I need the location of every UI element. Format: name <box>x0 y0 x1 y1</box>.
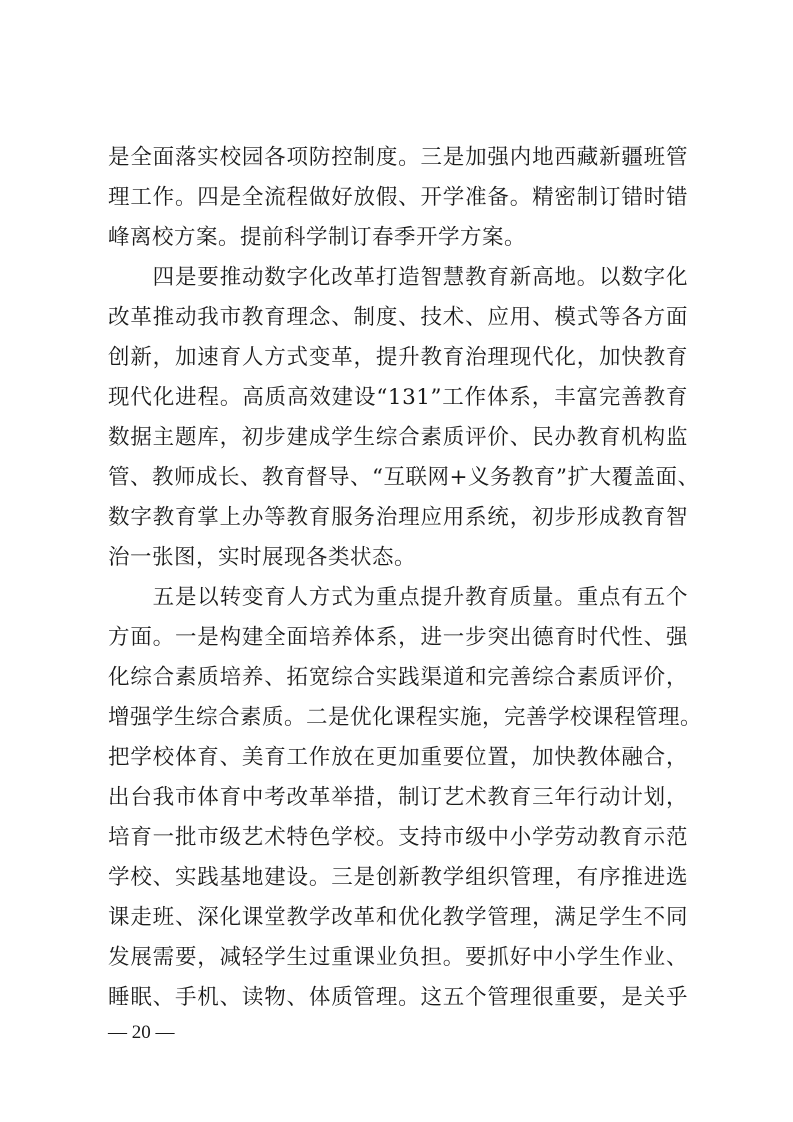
text-line: 培育一批市级艺术特色学校。支持市级中小学劳动教育示范 <box>108 825 688 850</box>
text-line: 学校、实践基地建设。三是创新教学组织管理，有序推进选 <box>108 865 688 890</box>
text-line: 治一张图，实时展现各类状态。 <box>108 545 417 570</box>
text-line: 把学校体育、美育工作放在更加重要位置，加快教体融合， <box>108 745 688 770</box>
text-line: 管、教师成长、教育督导、“互联网+义务教育”扩大覆盖面、 <box>108 465 700 490</box>
text-line: 课走班、深化课堂教学改革和优化教学管理，满足学生不同 <box>108 905 688 930</box>
text-line: 方面。一是构建全面培养体系，进一步突出德育时代性、强 <box>108 625 688 650</box>
text-line: 五是以转变育人方式为重点提升教育质量。重点有五个 <box>108 585 688 610</box>
text-line: 峰离校方案。提前科学制订春季开学方案。 <box>108 225 527 250</box>
text-line: 睡眠、手机、读物、体质管理。这五个管理很重要，是关乎 <box>108 985 688 1010</box>
text-line: 化综合素质培养、拓宽综合实践渠道和完善综合素质评价， <box>108 665 688 690</box>
text-line: 数字教育掌上办等教育服务治理应用系统，初步形成教育智 <box>108 505 688 530</box>
text-line: 创新，加速育人方式变革，提升教育治理现代化，加快教育 <box>108 345 688 370</box>
text-line: 发展需要，减轻学生过重课业负担。要抓好中小学生作业、 <box>108 945 688 970</box>
text-line: 是全面落实校园各项防控制度。三是加强内地西藏新疆班管 <box>108 145 688 170</box>
text-line: 四是要推动数字化改革打造智慧教育新高地。以数字化 <box>108 265 688 290</box>
page-number: — 20 — <box>108 1022 175 1043</box>
text-line: 数据主题库，初步建成学生综合素质评价、民办教育机构监 <box>108 425 688 450</box>
text-line: 理工作。四是全流程做好放假、开学准备。精密制订错时错 <box>108 185 688 210</box>
text-line: 现代化进程。高质高效建设“131”工作体系，丰富完善教育 <box>108 385 688 410</box>
text-line: 增强学生综合素质。二是优化课程实施，完善学校课程管理。 <box>108 705 703 730</box>
text-line: 改革推动我市教育理念、制度、技术、应用、模式等各方面 <box>108 305 688 330</box>
text-line: 出台我市体育中考改革举措，制订艺术教育三年行动计划， <box>108 785 688 810</box>
